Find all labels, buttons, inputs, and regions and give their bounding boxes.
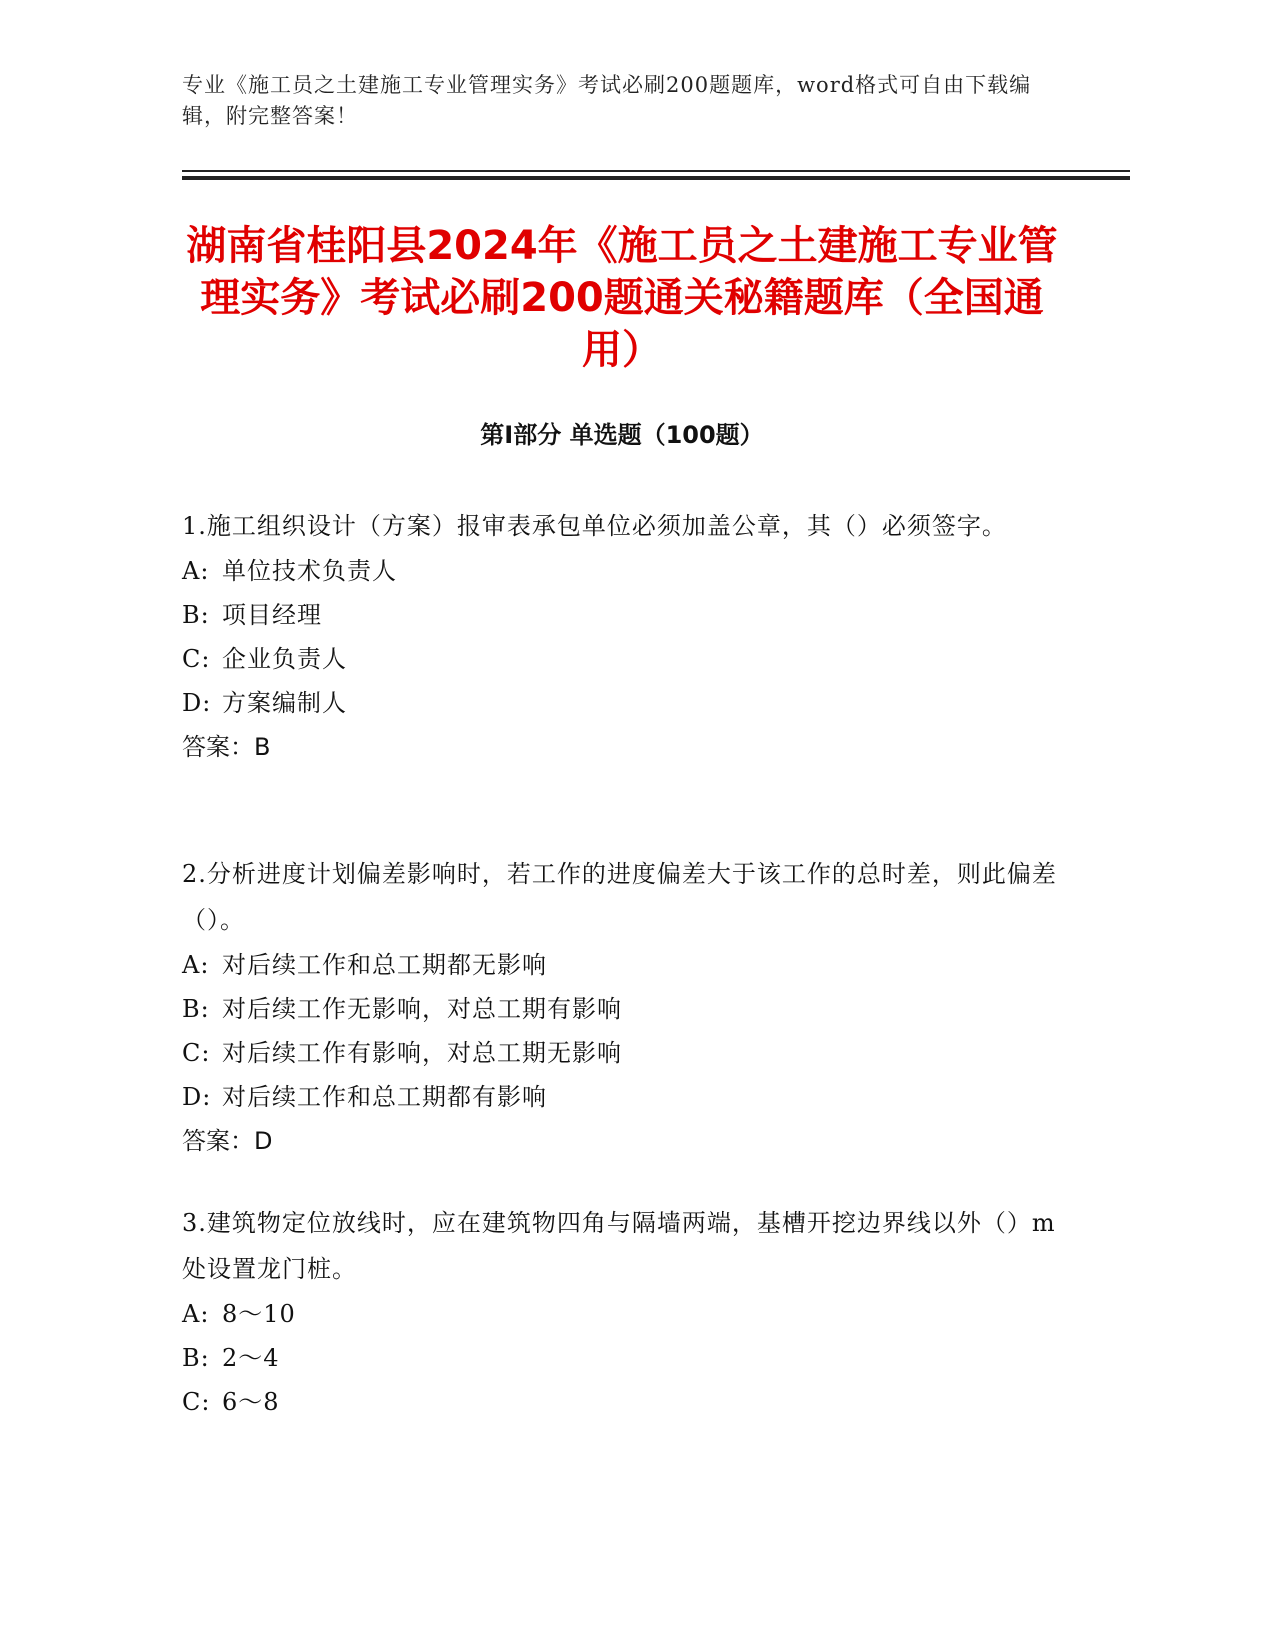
option-b xyxy=(182,1336,1062,1380)
option-d xyxy=(182,1075,1062,1119)
option-a xyxy=(182,549,1062,593)
header-divider-thin xyxy=(182,170,1130,172)
option-key: A: xyxy=(182,951,210,979)
option-key: D: xyxy=(182,1083,212,1111)
question-stem: 3.建筑物定位放线时，应在建筑物四角与隔墙两端，基槽开挖边界线以外（）m处设置龙门桩。 xyxy=(182,1209,1056,1283)
question-2 xyxy=(182,851,1062,1163)
option-c xyxy=(182,637,1062,681)
option-d xyxy=(182,681,1062,725)
option-key: C: xyxy=(182,1388,211,1416)
question-3 xyxy=(182,1200,1062,1424)
section-title: 第Ⅰ部分 单选题（100题） xyxy=(480,421,764,449)
option-key: A: xyxy=(182,557,210,585)
option-key: D: xyxy=(182,689,212,717)
option-text: 企业负责人 xyxy=(222,645,347,673)
header-divider-thick xyxy=(182,176,1130,180)
option-text: 对后续工作无影响，对总工期有影响 xyxy=(222,995,622,1023)
option-key: C: xyxy=(182,1039,211,1067)
option-text: 项目经理 xyxy=(222,601,322,629)
option-b xyxy=(182,987,1062,1031)
option-text: 单位技术负责人 xyxy=(222,557,397,585)
option-key: B: xyxy=(182,1344,210,1372)
option-text: 对后续工作有影响，对总工期无影响 xyxy=(222,1039,622,1067)
option-text: 8～10 xyxy=(222,1300,296,1328)
document-title: 湖南省桂阳县2024年《施工员之土建施工专业管理实务》考试必刷200题通关秘籍题库（全国通用） xyxy=(186,223,1058,373)
option-a xyxy=(182,943,1062,987)
option-text: 6～8 xyxy=(222,1388,280,1416)
option-key: B: xyxy=(182,995,210,1023)
question-stem: 1.施工组织设计（方案）报审表承包单位必须加盖公章，其（）必须签字。 xyxy=(182,512,1007,540)
option-text: 对后续工作和总工期都有影响 xyxy=(222,1083,547,1111)
question-1 xyxy=(182,503,1062,769)
option-b xyxy=(182,593,1062,637)
option-text: 2～4 xyxy=(222,1344,280,1372)
option-c xyxy=(182,1380,1062,1424)
option-key: A: xyxy=(182,1300,210,1328)
question-stem: 2.分析进度计划偏差影响时，若工作的进度偏差大于该工作的总时差，则此偏差（）。 xyxy=(182,860,1057,934)
header-note: 专业《施工员之土建施工专业管理实务》考试必刷200题题库，word格式可自由下载编辑，附完整答案！ xyxy=(182,73,1032,128)
answer-line: 答案：D xyxy=(182,1127,273,1155)
option-c xyxy=(182,1031,1062,1075)
option-a xyxy=(182,1292,1062,1336)
option-key: B: xyxy=(182,601,210,629)
option-text: 方案编制人 xyxy=(222,689,347,717)
answer-line: 答案：B xyxy=(182,733,271,761)
option-text: 对后续工作和总工期都无影响 xyxy=(222,951,547,979)
option-key: C: xyxy=(182,645,211,673)
